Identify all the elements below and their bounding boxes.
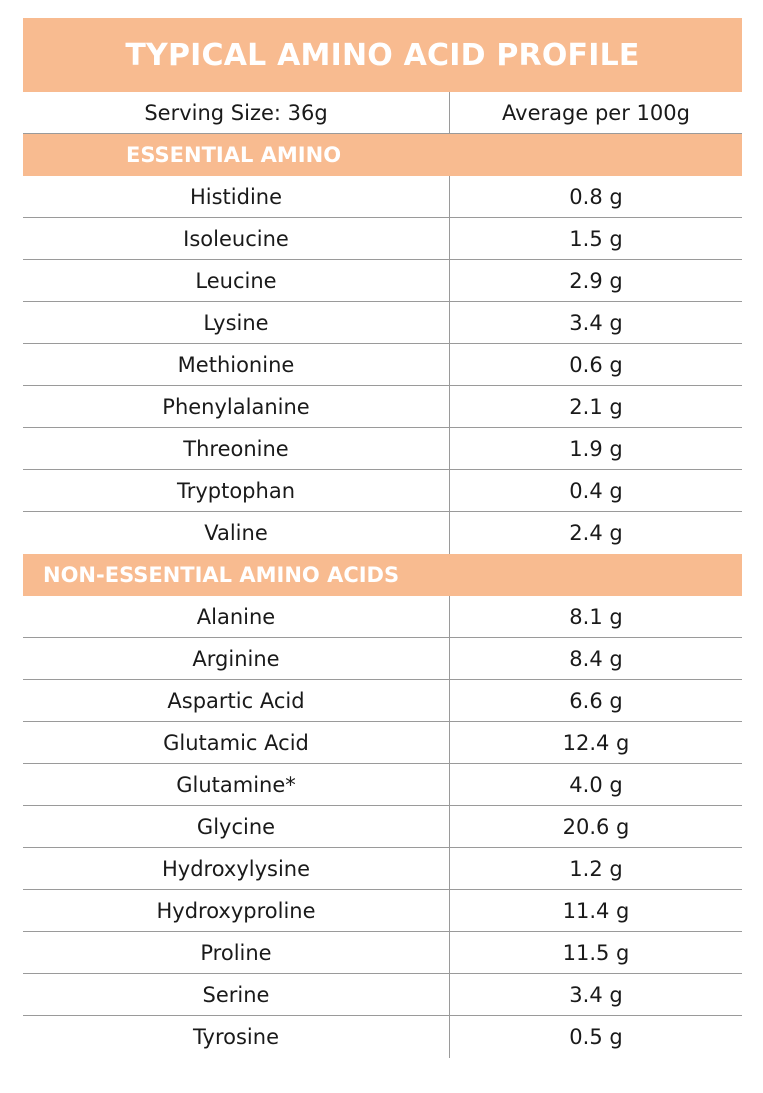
amino-value: 1.2 g (569, 856, 623, 881)
table-row (23, 1016, 742, 1058)
average-header: Average per 100g (502, 100, 690, 125)
table-row (23, 890, 742, 932)
amino-value: 8.4 g (569, 646, 623, 671)
amino-value: 2.9 g (569, 268, 623, 293)
amino-name: Serine (23, 974, 450, 1015)
amino-name: Phenylalanine (23, 386, 450, 427)
amino-name: Leucine (23, 260, 450, 301)
amino-name: Proline (23, 932, 450, 973)
amino-value: 0.8 g (569, 184, 623, 209)
table-row (23, 806, 742, 848)
table-row (23, 848, 742, 890)
amino-value: 2.4 g (569, 521, 623, 545)
table-row (23, 512, 742, 554)
table-row (23, 932, 742, 974)
amino-value: 20.6 g (562, 814, 630, 839)
amino-value: 0.6 g (569, 352, 623, 377)
amino-name: Isoleucine (23, 218, 450, 259)
amino-value: 1.5 g (569, 226, 623, 251)
table-row (23, 386, 742, 428)
amino-value: 3.4 g (569, 982, 623, 1007)
amino-value: 11.4 g (562, 898, 630, 923)
table-row (23, 218, 742, 260)
amino-name: Threonine (23, 428, 450, 469)
amino-acid-table (23, 18, 742, 1058)
table-row (23, 428, 742, 470)
table-row (23, 722, 742, 764)
amino-value: 1.9 g (569, 436, 623, 461)
section-essential-amino: ESSENTIAL AMINO (23, 134, 742, 176)
amino-name: Histidine (23, 176, 450, 217)
section-non-essential-amino-acids: NON-ESSENTIAL AMINO ACIDS (23, 554, 742, 596)
column-header-row (23, 92, 742, 134)
amino-name: Tryptophan (23, 470, 450, 511)
amino-name: Glutamine* (23, 764, 450, 805)
table-row (23, 470, 742, 512)
amino-value: 2.1 g (569, 394, 623, 419)
amino-name: Methionine (23, 344, 450, 385)
table-row (23, 596, 742, 638)
table-row (23, 638, 742, 680)
table-row (23, 302, 742, 344)
amino-value: 0.5 g (569, 1025, 623, 1049)
amino-value: 12.4 g (562, 730, 630, 755)
amino-name: Glutamic Acid (23, 722, 450, 763)
table-row (23, 764, 742, 806)
amino-value: 0.4 g (569, 478, 623, 503)
amino-name: Arginine (23, 638, 450, 679)
table-row (23, 260, 742, 302)
table-row (23, 680, 742, 722)
serving-size-header: Serving Size: 36g (23, 92, 450, 133)
table-row (23, 176, 742, 218)
amino-name: Aspartic Acid (23, 680, 450, 721)
amino-name: Alanine (23, 596, 450, 637)
amino-name: Hydroxylysine (23, 848, 450, 889)
amino-name: Hydroxyproline (23, 890, 450, 931)
amino-value: 11.5 g (562, 940, 630, 965)
table-row (23, 344, 742, 386)
amino-value: 6.6 g (569, 688, 623, 713)
amino-name: Tyrosine (23, 1016, 450, 1058)
amino-name: Glycine (23, 806, 450, 847)
amino-name: Valine (23, 512, 450, 554)
amino-value: 4.0 g (569, 772, 623, 797)
table-row (23, 974, 742, 1016)
table-title: TYPICAL AMINO ACID PROFILE (23, 18, 742, 92)
amino-value: 3.4 g (569, 310, 623, 335)
amino-value: 8.1 g (569, 604, 623, 629)
amino-name: Lysine (23, 302, 450, 343)
